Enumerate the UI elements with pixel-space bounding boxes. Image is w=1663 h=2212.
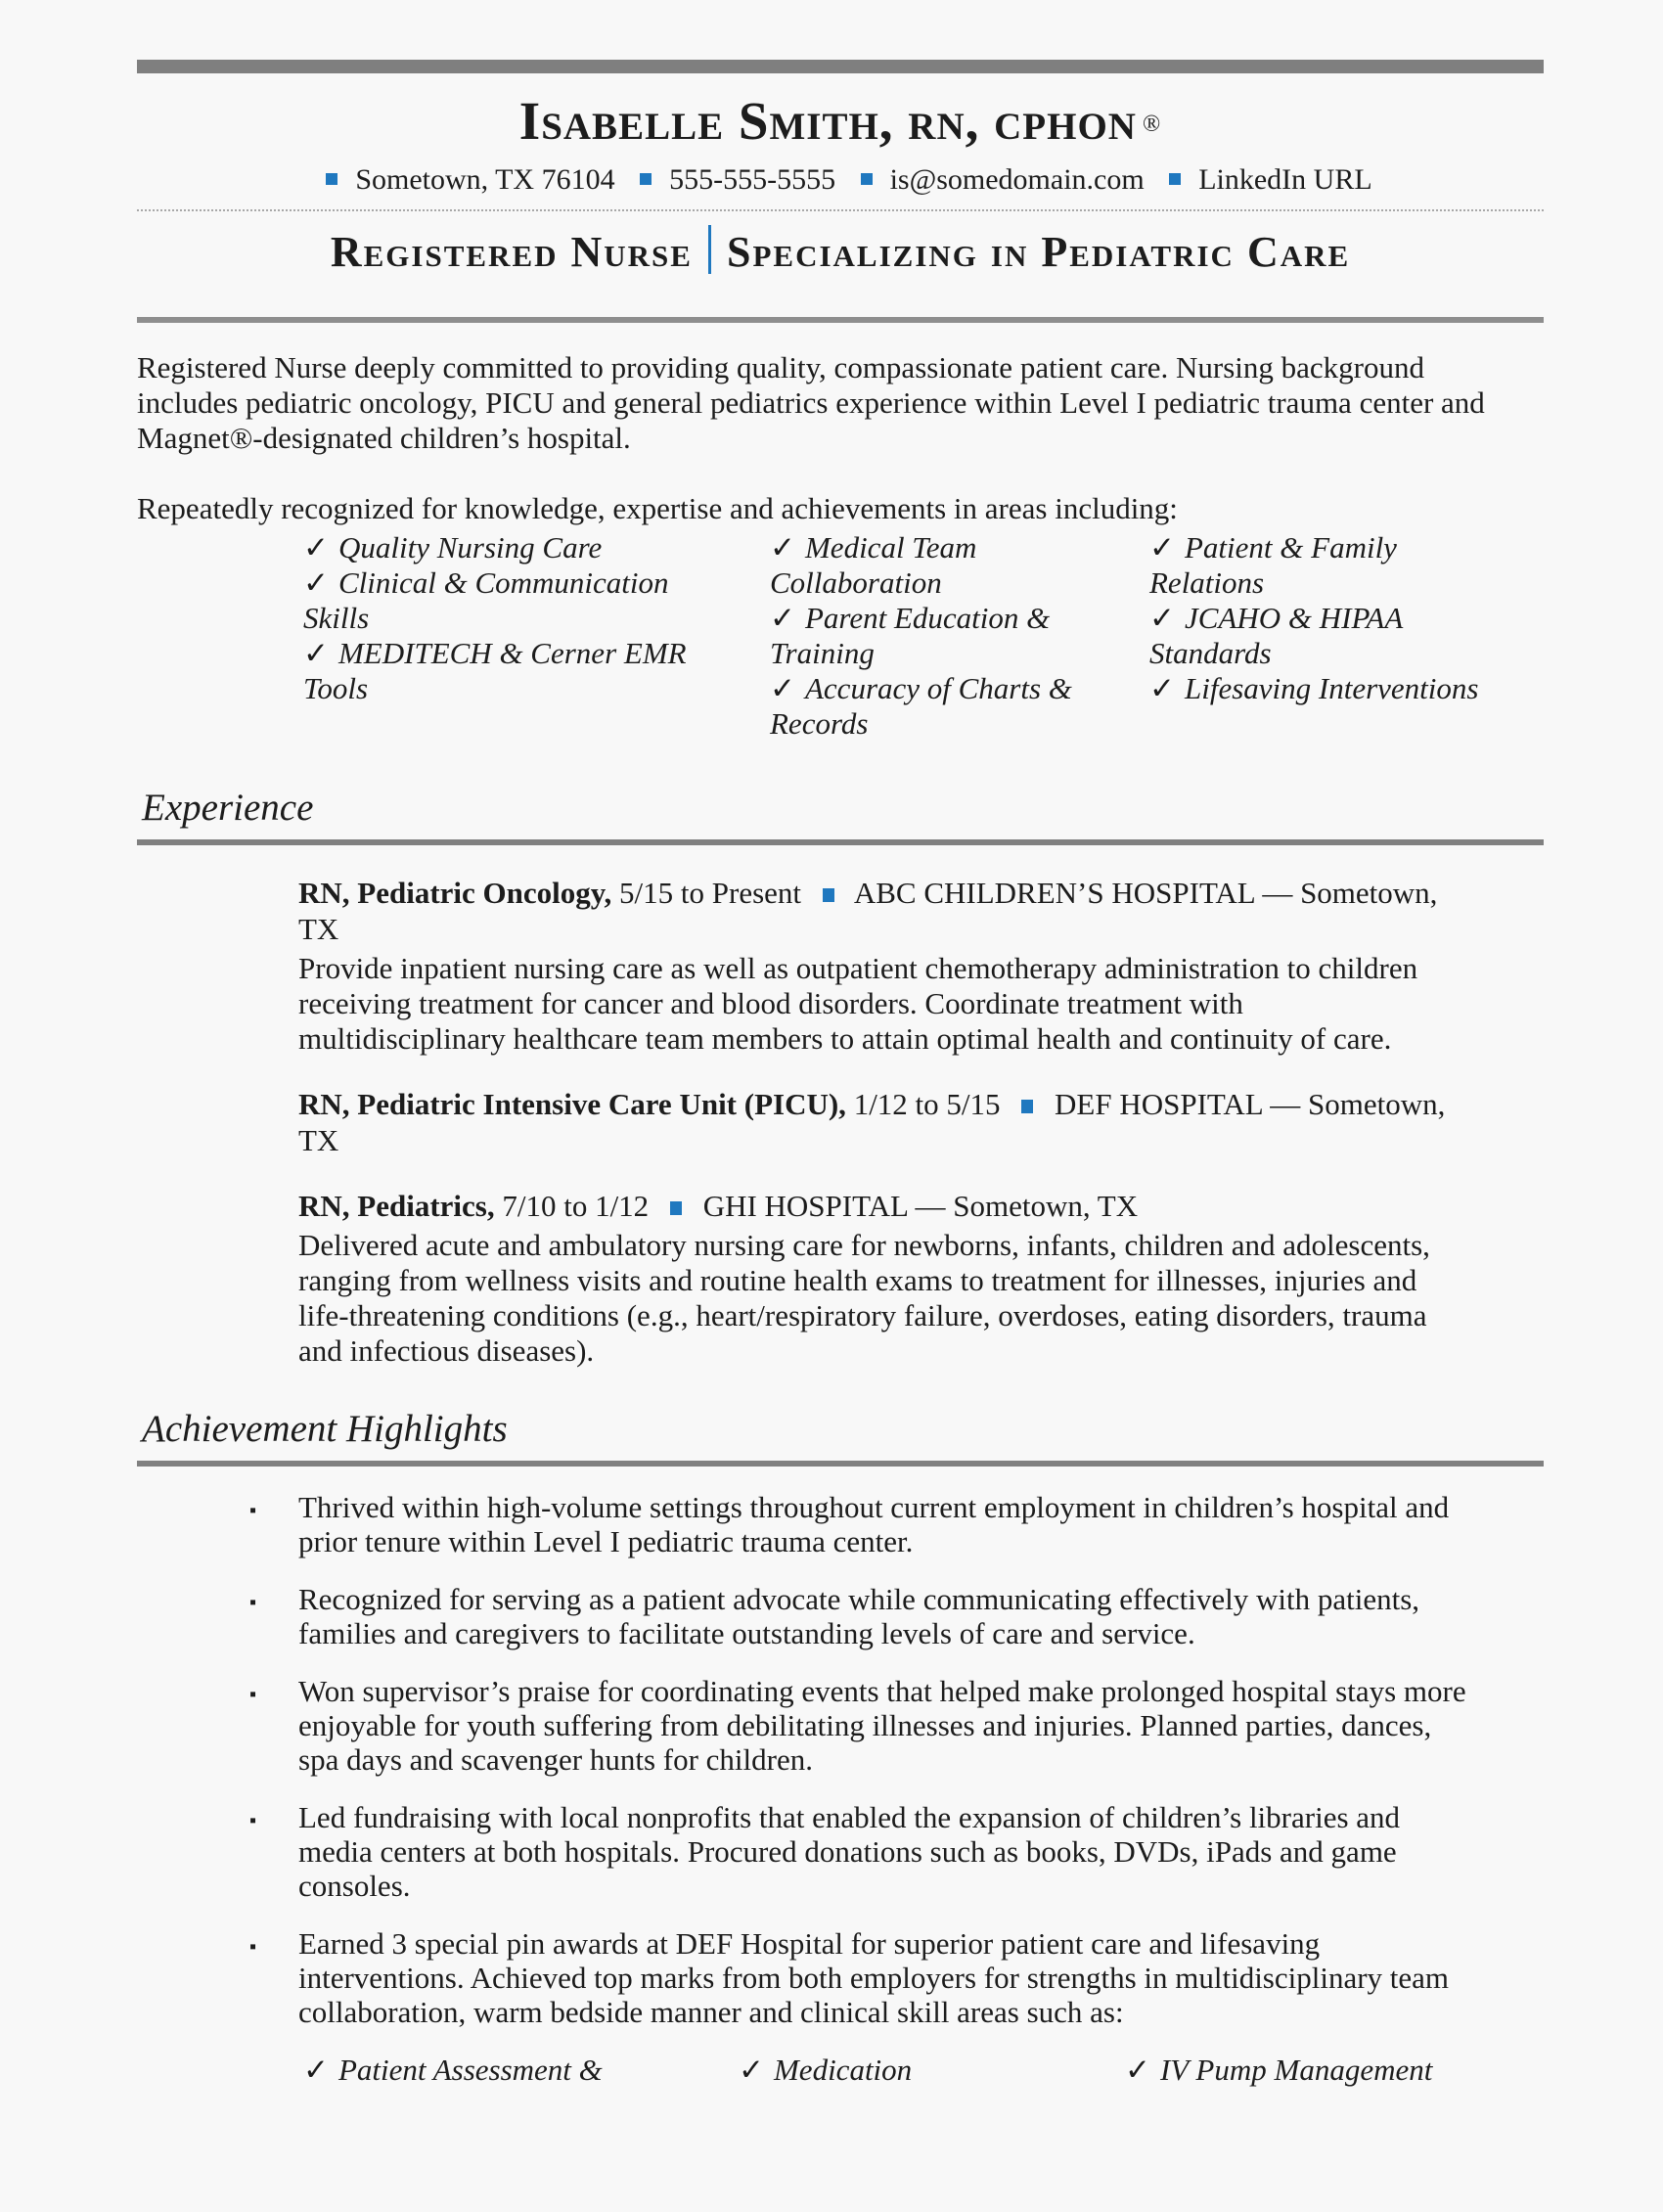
square-separator-icon — [1169, 173, 1181, 185]
role-title-left: Registered Nurse — [330, 228, 693, 276]
contact-line — [137, 162, 1544, 198]
skill-check-item — [303, 2053, 739, 2088]
achievement-item — [249, 1674, 1475, 1777]
clinical-skill-checks — [303, 2053, 1544, 2088]
skill-check-text: IV Pump Management — [1159, 2053, 1433, 2087]
job-company: DEF HOSPITAL — Sometown, TX — [298, 1087, 1446, 1157]
skill-item — [770, 601, 1110, 671]
square-separator-icon — [861, 173, 873, 185]
job-title: RN, Pediatrics, — [298, 1189, 495, 1223]
contact-item-text: Sometown, TX 76104 — [355, 163, 615, 196]
experience-rule — [137, 839, 1544, 845]
achievement-item — [249, 1800, 1475, 1903]
experience-heading: Experience — [142, 787, 314, 829]
skills-column-3 — [1149, 530, 1544, 742]
job-dates: 5/15 to Present — [619, 876, 802, 910]
skill-item — [770, 671, 1110, 742]
skills-intro-line: Repeatedly recognized for knowledge, expertise and achievements in areas including: — [137, 491, 1178, 525]
skill-check-item — [739, 2053, 1125, 2088]
skill-item — [303, 636, 731, 706]
job-title: RN, Pediatric Oncology, — [298, 876, 612, 910]
skills-column-2 — [770, 530, 1149, 742]
dotted-divider — [137, 209, 1544, 211]
skill-item — [1149, 601, 1485, 671]
role-title — [137, 225, 1544, 278]
summary-paragraph: Registered Nurse deeply committed to providing quality, compassionate patient care. Nursing background includes pediatric oncology, PICU and general pediatrics experience within Level I pediatric trauma center and Magnet®-designated children’s hospital. — [137, 350, 1485, 455]
check-icon: ✓ — [303, 2053, 329, 2087]
job-company: GHI HOSPITAL — Sometown, TX — [702, 1189, 1139, 1223]
candidate-name — [137, 91, 1544, 155]
achievement-text: Thrived within high-volume settings throughout current employment in children’s hospital and prior tenure within Level I pediatric trauma center. — [298, 1490, 1450, 1558]
job-dates: 7/10 to 1/12 — [502, 1189, 650, 1223]
check-icon: ✓ — [303, 636, 329, 670]
achievement-item — [249, 1582, 1475, 1650]
skill-item — [1149, 671, 1485, 706]
skill-item — [770, 530, 1110, 601]
check-icon: ✓ — [1149, 530, 1175, 564]
registered-trademark-symbol: ® — [1142, 112, 1162, 137]
role-title-right: Specializing in Pediatric Care — [726, 228, 1351, 276]
experience-entry — [298, 875, 1456, 1057]
square-bullet-icon: ▪ — [249, 1936, 257, 1958]
achievement-text: Earned 3 special pin awards at DEF Hospital for superior patient care and lifesaving interventions. Achieved top marks from both employers for strengths in multidisciplinary team collaboration, warm bedside manner and clinical skill areas such as: — [298, 1926, 1450, 2029]
contact-item — [308, 163, 614, 196]
check-icon: ✓ — [770, 530, 795, 564]
skill-item-text: Quality Nursing Care — [337, 530, 603, 564]
name-text: Isabelle Smith — [518, 91, 879, 151]
check-icon: ✓ — [770, 601, 795, 635]
header-divider-bar — [137, 317, 1544, 323]
job-title: RN, Pediatric Intensive Care Unit (PICU), — [298, 1087, 846, 1121]
square-bullet-icon: ▪ — [249, 1810, 257, 1831]
experience-entry — [298, 1188, 1456, 1369]
skills-column-1 — [303, 530, 770, 742]
top-divider-bar — [137, 60, 1544, 73]
achievement-item — [249, 1490, 1475, 1558]
achievements-section — [137, 1408, 1544, 2088]
experience-entry — [298, 1086, 1456, 1158]
skills-columns — [303, 530, 1544, 742]
skill-item-text: Parent Education & Training — [770, 601, 1051, 670]
skill-check-text: Patient Assessment & — [337, 2053, 603, 2087]
contact-item — [622, 163, 835, 196]
skill-item-text: Clinical & Communication Skills — [303, 565, 669, 635]
square-bullet-icon: ▪ — [249, 1592, 257, 1613]
square-bullet-icon: ▪ — [249, 1500, 257, 1521]
achievement-text: Won supervisor’s praise for coordinating events that helped make prolonged hospital stays more enjoyable for youth suffering from debilitating illnesses and injuries. Planned parties, dances, spa days and scavenger hunts for children. — [298, 1674, 1466, 1777]
job-description: Provide inpatient nursing care as well as outpatient chemotherapy administration to children receiving treatment for cancer and blood disorders. Coordinate treatment with multidisciplinary healthcare team members to attain optimal health and continuity of care. — [298, 951, 1418, 1056]
check-icon: ✓ — [1125, 2053, 1150, 2087]
check-icon: ✓ — [770, 671, 795, 705]
square-separator-icon — [823, 888, 834, 902]
square-separator-icon — [640, 173, 652, 185]
experience-entry-heading — [298, 875, 1456, 947]
contact-item-text: is@somedomain.com — [889, 163, 1145, 196]
skill-check-text: Medication — [773, 2053, 913, 2087]
skill-item — [303, 530, 731, 565]
achievement-text: Recognized for serving as a patient advocate while communicating effectively with patients, families and caregivers to facilitate outstanding levels of care and service. — [298, 1582, 1420, 1650]
resume-page — [0, 60, 1663, 2212]
skill-item-text: Patient & Family Relations — [1149, 530, 1397, 600]
achievements-list — [249, 1490, 1475, 2029]
job-company: ABC CHILDREN’S HOSPITAL — Sometown, TX — [298, 876, 1438, 946]
square-separator-icon — [1021, 1100, 1033, 1113]
vertical-bar-separator — [708, 225, 711, 274]
experience-entry-heading — [298, 1086, 1456, 1158]
skill-item-text: MEDITECH & Cerner EMR Tools — [303, 636, 687, 705]
check-icon: ✓ — [303, 530, 329, 564]
skill-item-text: JCAHO & HIPAA Standards — [1149, 601, 1403, 670]
resume-content — [137, 60, 1544, 2088]
square-separator-icon — [326, 173, 337, 185]
experience-entry-heading — [298, 1188, 1456, 1224]
job-dates: 1/12 to 5/15 — [853, 1087, 1001, 1121]
skill-item — [1149, 530, 1485, 601]
job-description: Delivered acute and ambulatory nursing care for newborns, infants, children and adolescents, ranging from wellness visits and routine health exams to treatment for illnesses, injuries and life-threatening conditions (e.g., heart/respiratory failure, overdoses, eating disorders, trauma and infectious diseases). — [298, 1228, 1430, 1368]
skill-item — [303, 565, 731, 636]
experience-entries — [298, 875, 1456, 1369]
achievements-heading: Achievement Highlights — [142, 1408, 508, 1450]
achievement-text: Led fundraising with local nonprofits that enabled the expansion of children’s libraries and media centers at both hospitals. Procured donations such as books, DVDs, iPads and game consoles. — [298, 1800, 1401, 1903]
check-icon: ✓ — [739, 2053, 764, 2087]
contact-item-text: 555-555-5555 — [669, 163, 836, 196]
square-bullet-icon: ▪ — [249, 1684, 257, 1705]
check-icon: ✓ — [1149, 671, 1175, 705]
contact-item — [1151, 163, 1371, 196]
achievements-rule — [137, 1461, 1544, 1467]
square-separator-icon — [670, 1201, 682, 1215]
skill-check-item — [1125, 2053, 1544, 2088]
contact-item-text: LinkedIn URL — [1198, 163, 1372, 196]
contact-item — [843, 163, 1145, 196]
credentials-text: , rn, cphon — [878, 91, 1137, 151]
skill-item-text: Lifesaving Interventions — [1184, 671, 1479, 705]
experience-section — [137, 787, 1544, 1369]
skill-item-text: Accuracy of Charts & Records — [770, 671, 1072, 741]
check-icon: ✓ — [303, 565, 329, 600]
check-icon: ✓ — [1149, 601, 1175, 635]
achievement-item — [249, 1926, 1475, 2029]
skill-item-text: Medical Team Collaboration — [770, 530, 977, 600]
